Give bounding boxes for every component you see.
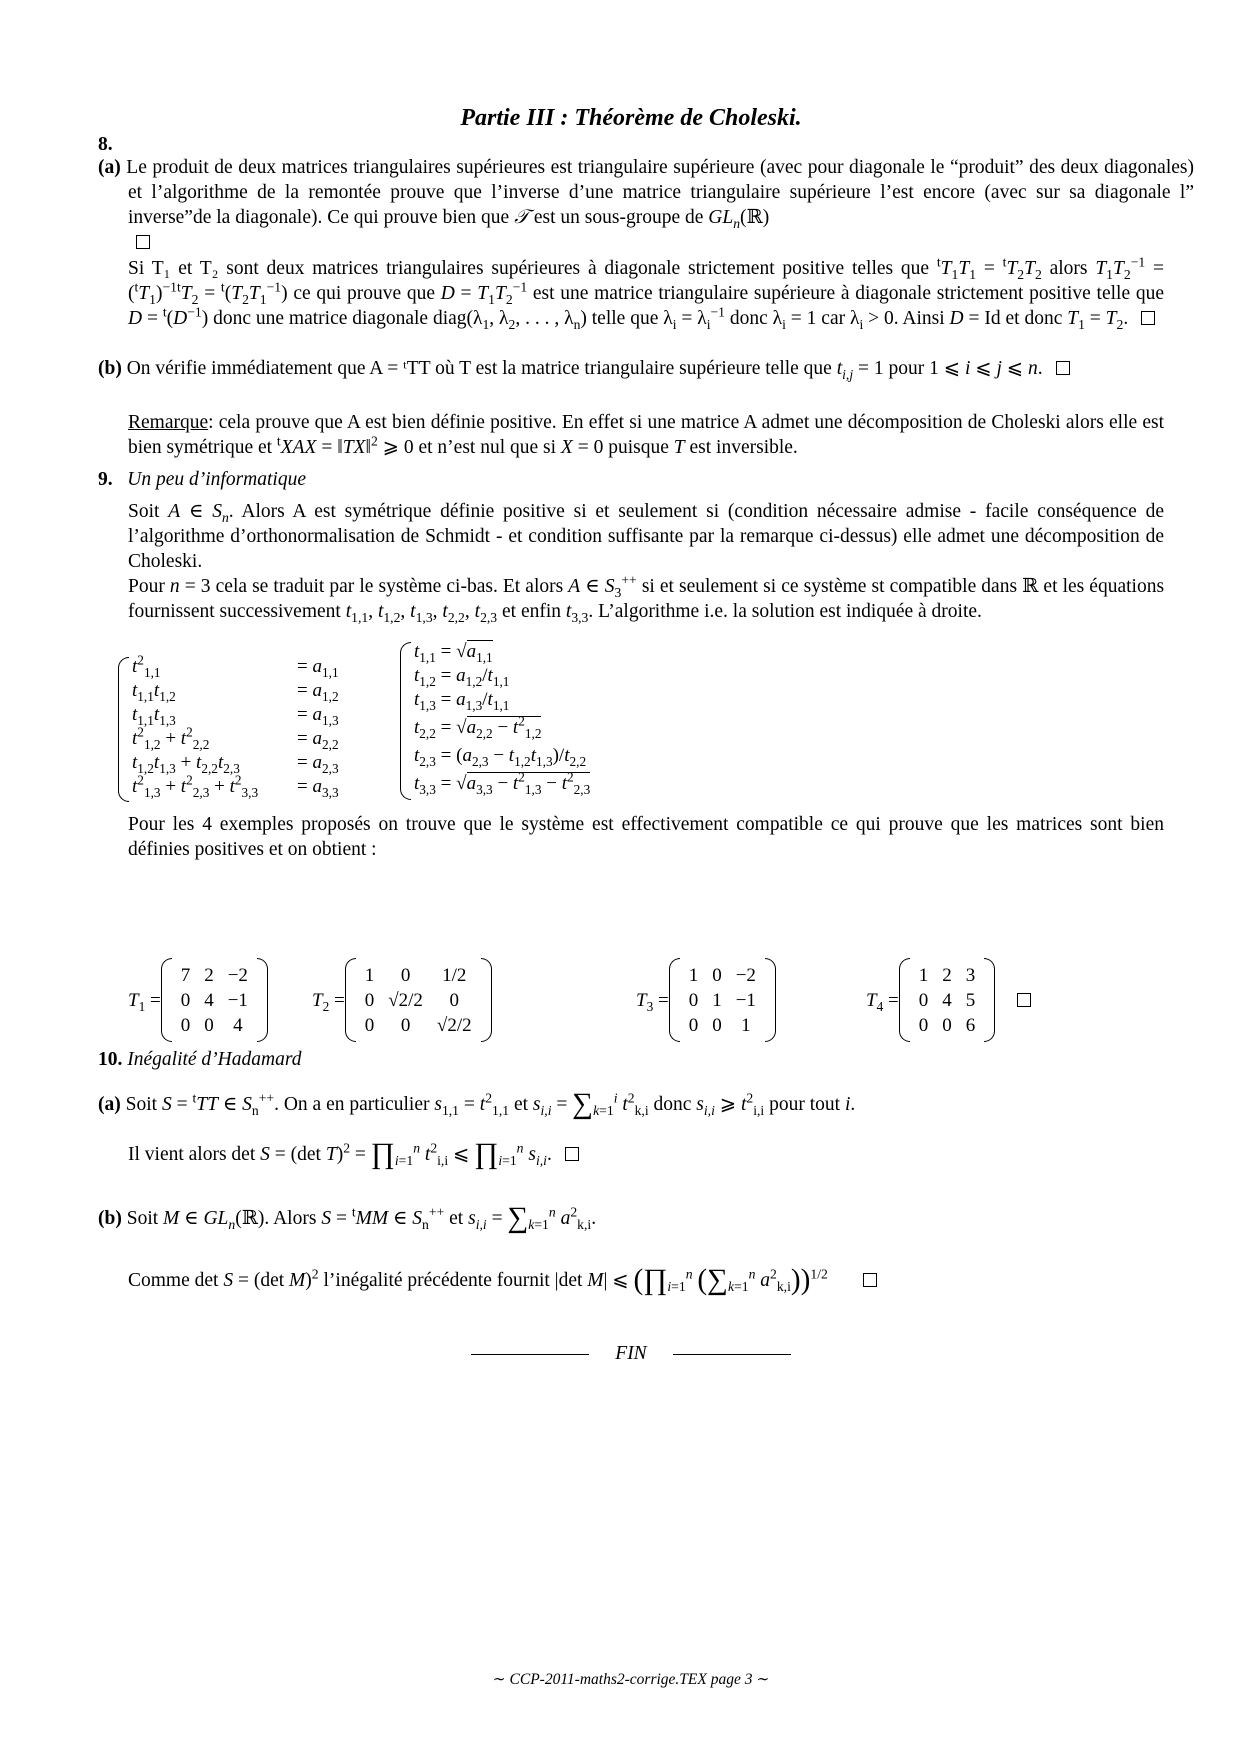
brace <box>118 657 129 802</box>
matrix-entry: 0 <box>688 989 699 1011</box>
matrix-entry: 0 <box>688 1014 699 1036</box>
matrix-entry: √2/2 <box>436 1014 472 1036</box>
matrix-entry: 0 <box>180 1014 191 1036</box>
remark-label: Remarque <box>128 412 209 433</box>
matrix-entry: 1 <box>712 989 722 1011</box>
matrix-entry: 0 <box>364 1014 375 1036</box>
q8-number: 8. <box>98 134 113 155</box>
matrix-entry: 0 <box>918 989 929 1011</box>
matrix-entry: −2 <box>227 964 248 986</box>
q8a-label: (a) <box>98 157 121 178</box>
q8a-unicity-intro: Si T₁ et T₂ sont deux matrices triangulaires supérieures à diagonale strictement positive telles que <box>128 258 930 279</box>
matrix-entry: 1 <box>688 964 699 986</box>
matrix-entry: 1/2 <box>442 964 467 986</box>
algorithm-system: $t_{1,1} = √a_{1,1}$ $t_{1,2} = a_{1,2}/t_{1,1}$ $t_{1,3} = a_{1,3}/t_{1,1}$ $t_{2,2} = √a_{2,2} - t^2_{1,2}$ $t_{2,3} = (a_{2,3} - t_{1,2}t_{1,3})/t_{2,2}$ $t_{3,3} = √a_{3,3} - t^2_{1,3} - t^2_{2,3}$ <box>414 640 674 800</box>
q8a-text: Le produit de deux matrices triangulaires supérieures est triangulaire supérieure (avec pour diagonale le “produit” des deux diagonales) et l’algorithme de la remontée prouve que l’inverse d’une matrice triangulaire supérieure l’est encore (avec sur sa diagonale l” inverse”de la diagonale). Ce qui prouve bien que <box>126 157 1194 228</box>
matrix-entry: 3 <box>965 964 976 986</box>
matrix-T2: $T_2$ = 1 0 1/2 0 √2/2 0 0 0 √2/2 <box>312 958 492 1042</box>
q9-p3: Pour les 4 exemples proposés on trouve que le système est effectivement compatible ce qui prouve que les matrices sont bien définies positives et on obtient : <box>128 814 1164 860</box>
q10-number: 10. <box>98 1049 123 1070</box>
q9-p2c: et les équations fournissent successivement <box>128 576 1165 622</box>
matrix-entry: 0 <box>400 964 411 986</box>
matrix-entry: 2 <box>942 964 952 986</box>
matrix-entry: 4 <box>233 1014 243 1036</box>
q8a-paragraph: (a) Le produit de deux matrices triangulaires supérieures est triangulaire supérieure (avec pour diagonale le “produit” des deux diagonales) et l’algorithme de la remontée prouve que l’inverse d’une matrice triangulaire supérieure l’est encore (avec sur sa diagonale l” inverse”de la diagonale). Ce qui prouve bien que 𝒯 est un sous-groupe de $GL_n(ℝ)$ <box>98 155 1194 255</box>
matrix-entry: 0 <box>712 1014 722 1036</box>
matrix-entry: 0 <box>400 1014 411 1036</box>
q8b-text: On vérifie immédiatement que A = ᵗTT où T est la matrice triangulaire supérieure telle que <box>126 358 832 379</box>
q9-number: 9. <box>98 469 113 490</box>
matrix-entry: 2 <box>204 964 214 986</box>
matrix-T4: $T_4$ = 1 2 3 0 4 5 0 0 6 <box>866 958 1031 1042</box>
matrix-entry: 0 <box>180 989 191 1011</box>
matrix-entry: 0 <box>449 989 460 1011</box>
matrix-entry: 0 <box>918 1014 929 1036</box>
fin-text: FIN <box>615 1343 647 1364</box>
matrix-entry: −1 <box>227 989 248 1011</box>
q10a-line2: Il vient alors det S = (det $T)^2 = \prod_{i=1}^n$ $t^2_{i,i}$ ⩽ $\prod_{i=1}^n$ $s_{i,i}$. <box>128 1142 1164 1167</box>
qed-icon <box>1056 361 1070 375</box>
equation-system: $t^2_{1,1}$ = $a_{1,1}$ $t_{1,1}t_{1,2}$ = $a_{1,2}$ $t_{1,1}t_{1,3}$ = $a_{1,3}$ $t^2_{1,2} + t^2_{2,2}$ = $a_{2,2}$ $t_{1,2}t_{1,3} + t_{2,2}t_{2,3}$ = $a_{2,3}$ $t^2_{1,3} + t^2_{2,3} + t^2_{3,3}$ = $a_{3,3}$ <box>132 655 382 802</box>
qed-icon <box>565 1147 579 1161</box>
q9-body: Soit A ∈ $S_n$. Alors A est symétrique définie positive si et seulement si (condition nécessaire admise - facile conséquence de l’algorithme d’orthonormalisation de Schmidt - et condition suffisante par la remarque ci-dessus) elle admet une décomposition de Choleski. Pour n = 3 cela se traduit par le système ci-bas. Et alors A ∈ $S_3^{++}$ si et seulement si ce système st compatible dans ℝ et les équations fournissent successivement $t_{1,1}$, $t_{1,2}$, $t_{1,3}$, $t_{2,2}$, $t_{2,3}$ et enfin $t_{3,3}$. L’algorithme i.e. la solution est indiquée à droite. <box>128 501 1165 625</box>
q9-p2: cela se traduit par le système ci-bas. Et alors <box>215 576 564 597</box>
remark-text: : cela prouve que A est bien définie positive. En effet si une matrice A admet une décomposition de Choleski alors elle est bien symétrique et <box>128 412 1164 458</box>
matrix-entry: 0 <box>364 989 375 1011</box>
matrix-entry: √2/2 <box>388 989 423 1011</box>
q9-p2d: L’algorithme i.e. la solution est indiquée à droite. <box>598 601 982 622</box>
matrix-entry: −2 <box>735 964 756 986</box>
q9-p2b: si et seulement si ce système st compatible dans <box>641 576 1018 597</box>
matrix-entry: 0 <box>712 964 722 986</box>
fin-marker <box>98 1341 1164 1366</box>
q8a-end: est un sous-groupe de <box>533 207 704 228</box>
q8-remark: Remarque: cela prouve que A est bien définie positive. En effet si une matrice A admet une décomposition de Choleski alors elle est bien symétrique et $^t$XAX = ‖TX‖$^2$ ⩾ 0 et n’est nul que si X = 0 puisque T est inversible. <box>128 412 1164 458</box>
q10a-label: (a) <box>98 1094 121 1115</box>
q9-heading-row <box>98 467 1164 492</box>
rule-right <box>673 1354 791 1355</box>
page-title: Partie III : Théorème de Choleski. <box>460 105 802 131</box>
q8b-label: (b) <box>98 358 122 379</box>
matrix-entry: 0 <box>942 1014 952 1036</box>
qed-icon <box>136 235 150 249</box>
q8a-unicity: Si T₁ et T₂ sont deux matrices triangulaires supérieures à diagonale strictement positive telles que $^tT_1T_1 = ^tT_2T_2$ alors $T_1T_2^{-1} = (^tT_1)^{-1t}T_2 = ^t(T_2T_1^{-1})$ ce qui prouve que $D = T_1T_2^{-1}$ est une matrice triangulaire supérieure à diagonale strictement positive telle que $D = ^t(D^{-1})$ donc une matrice diagonale $diag(\lambda_1$, $\lambda_2$, . . . , $\lambda_n$) telle que $\lambda_i = \lambda_i^{-1}$ donc $\lambda_i = 1$ car $\lambda_i > 0$. Ainsi D = Id et donc $T_1 = T_2$. <box>128 254 1164 332</box>
matrix-entry: 4 <box>204 989 214 1011</box>
matrix-entry: 5 <box>965 989 976 1011</box>
qed-icon <box>1141 311 1155 325</box>
matrix-entry: 4 <box>942 989 952 1011</box>
rule-left <box>471 1354 589 1355</box>
matrix-T1: $T_1$ = 7 2 −2 0 4 −1 0 0 4 <box>128 958 268 1042</box>
matrix-entry: 6 <box>965 1014 976 1036</box>
matrix-entry: 7 <box>180 964 191 986</box>
q10a-line1: (a) Soit S = $^t$TT ∈ $S_n^{++}$. On a en particulier $s_{1,1} = t^2_{1,1}$ et $s_{i,i} = \sum_{k=1}^i$ $t^2_{k,i}$ donc $s_{i,i}$ ⩾ $t^2_{i,i}$ pour tout i. <box>98 1088 856 1120</box>
matrix-entry: 1 <box>741 1014 751 1036</box>
q10b-line1: (b) Soit M ∈ $GL_n(ℝ)$. Alors S = $^t$MM ∈ $S_n^{++}$ et $s_{i,i} = \sum_{k=1}^n$ $a^2_{k,i}$. <box>98 1202 597 1234</box>
matrix-entry: −1 <box>735 989 756 1011</box>
page-footer: ∼ CCP-2011-maths2-corrige.TEX page 3 ∼ <box>492 1671 770 1688</box>
brace <box>400 642 411 800</box>
matrix-entry: 0 <box>204 1014 214 1036</box>
q10b-label: (b) <box>98 1208 122 1229</box>
qed-icon <box>863 1273 877 1287</box>
matrix-entry: 1 <box>918 964 929 986</box>
q10-heading: Inégalité d’Hadamard <box>127 1049 302 1070</box>
q9-p1: Alors A est symétrique définie positive si et seulement si (condition nécessaire admise - facile conséquence de l’algorithme d’orthonormalisation de Schmidt - et condition suffisante par la remarque ci-dessus) elle admet une décomposition de Choleski. <box>128 501 1165 572</box>
q8b-paragraph: (b) On vérifie immédiatement que A = ᵗTT où T est la matrice triangulaire supérieure telle que $t_{i,j} = 1$ pour 1 ⩽ i ⩽ j ⩽ n. <box>98 356 1194 381</box>
qed-icon <box>1017 993 1031 1007</box>
matrix-entry: 1 <box>364 964 375 986</box>
q9-heading: Un peu d’informatique <box>127 469 306 490</box>
matrix-T3: $T_3$ = 1 0 −2 0 1 −1 0 0 1 <box>636 958 776 1042</box>
q10b-line2: Comme det S = (det M)$^2$ l’inégalité précédente fournit |det M| ⩽ ($\prod_{i=1}^n$ ($\sum_{k=1}^n$ $a^2_{k,i}))^{1/2}$ <box>128 1268 1164 1293</box>
q10-heading-row <box>98 1047 1164 1072</box>
